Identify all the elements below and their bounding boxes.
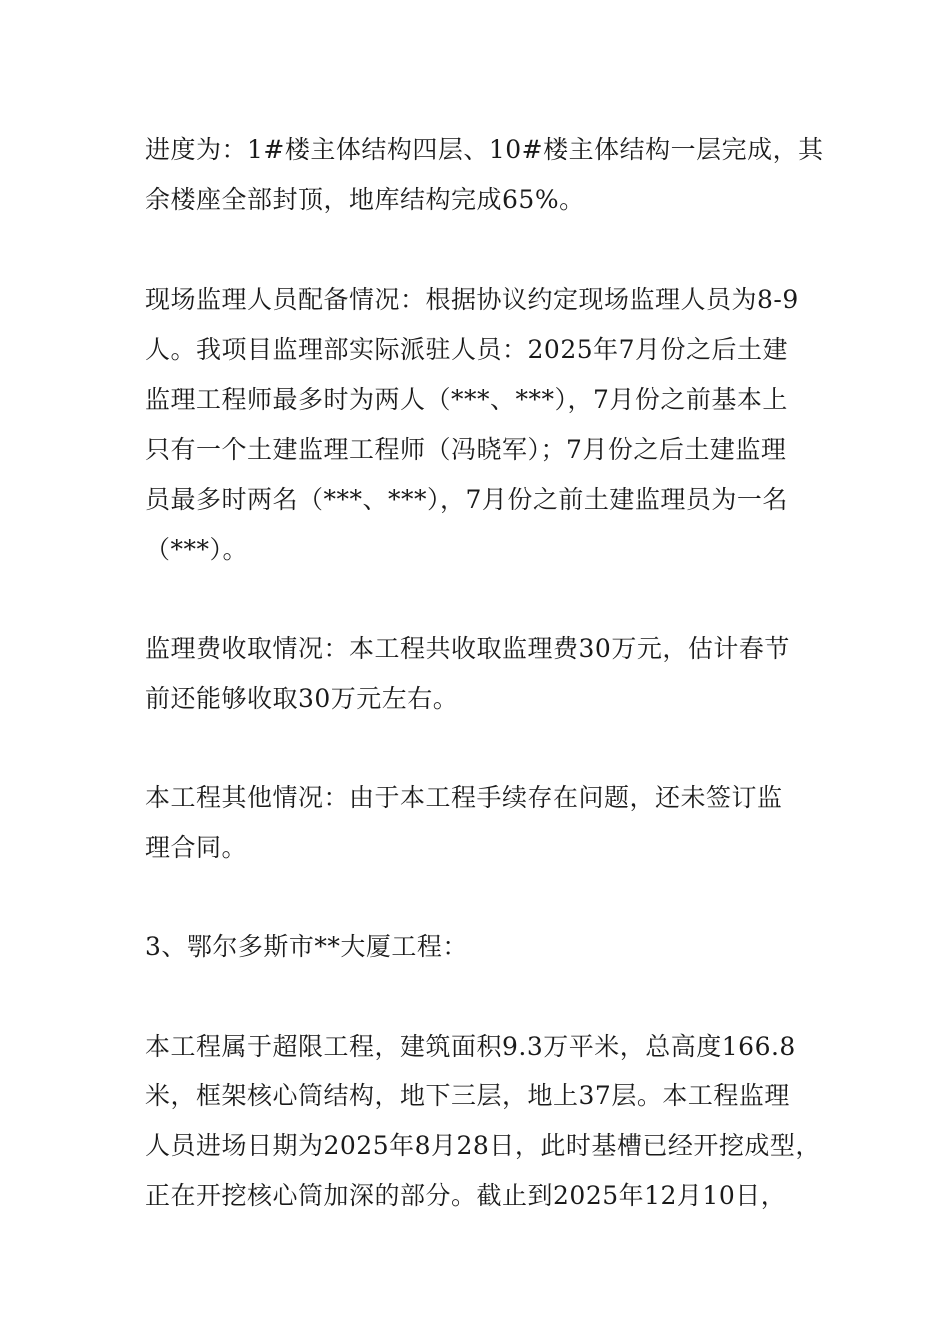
staffing-line-6: （***）。 [145, 535, 249, 564]
project-line-4: 正在开挖核心筒加深的部分。截止到2025年12月10日， [145, 1181, 787, 1210]
staffing-line-1: 现场监理人员配备情况：根据协议约定现场监理人员为8-9 [145, 285, 799, 314]
project-line-1: 本工程属于超限工程，建筑面积9.3万平米，总高度166.8 [145, 1032, 796, 1061]
section-heading: 3、鄂尔多斯市**大厦工程： [145, 932, 468, 961]
other-line-2: 理合同。 [145, 833, 248, 862]
other-line-1: 本工程其他情况：由于本工程手续存在问题，还未签订监 [145, 783, 783, 812]
progress-line-2: 余楼座全部封顶，地库结构完成65%。 [145, 185, 585, 214]
staffing-line-4: 只有一个土建监理工程师（冯晓军）；7月份之后土建监理 [145, 435, 787, 464]
staffing-line-2: 人。我项目监理部实际派驻人员：2025年7月份之后土建 [145, 335, 789, 364]
project-line-2: 米，框架核心筒结构，地下三层，地上37层。本工程监理 [145, 1081, 790, 1110]
staffing-line-5: 员最多时两名（***、***），7月份之前土建监理员为一名 [145, 485, 788, 514]
fee-line-1: 监理费收取情况：本工程共收取监理费30万元，估计春节 [145, 634, 790, 663]
project-line-3: 人员进场日期为2025年8月28日，此时基槽已经开挖成型， [145, 1131, 821, 1160]
progress-line-1: 进度为：1#楼主体结构四层、10#楼主体结构一层完成，其 [145, 135, 824, 164]
fee-line-2: 前还能够收取30万元左右。 [145, 684, 459, 713]
staffing-line-3: 监理工程师最多时为两人（***、***），7月份之前基本上 [145, 385, 788, 414]
